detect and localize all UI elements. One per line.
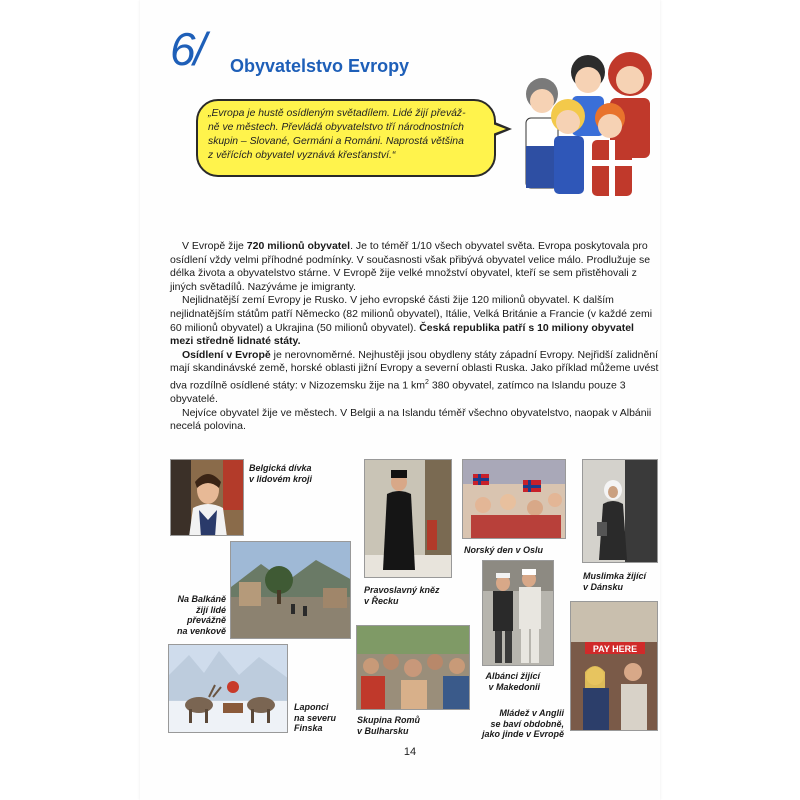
caption-line: Laponci bbox=[294, 702, 329, 712]
caption-line: v lidovém kroji bbox=[249, 473, 313, 484]
body-text bbox=[170, 240, 660, 434]
bubble-line: ně ve městech. Převládá obyvatelstvo tří národnostních bbox=[208, 122, 464, 133]
caption-line: se baví obdobně, bbox=[490, 718, 564, 729]
bubble-line: z věřících obyvatel vyznává křesťanství.“ bbox=[208, 150, 396, 161]
caption-priest bbox=[364, 585, 440, 606]
photo-orthodox-priest bbox=[364, 459, 452, 578]
caption-line: Skupina Romů bbox=[357, 715, 421, 725]
chapter-number: 6/ bbox=[170, 23, 205, 75]
text-run: 380 obyvatel, zatímco na Islandu pouze 3 obyvatelé. bbox=[170, 379, 626, 406]
caption-line: Mládež v Anglii bbox=[499, 708, 564, 718]
caption-line: Norský den v Oslu bbox=[464, 545, 544, 555]
caption-balkan bbox=[168, 594, 226, 636]
photo-belgian-girl bbox=[170, 459, 244, 536]
caption-albanians bbox=[470, 671, 540, 692]
caption-line: v Řecku bbox=[364, 595, 399, 606]
text-run: . Je to téměř 1/10 všech obyvatel světa. Evropa poskytovala pro osídlení vždy velmi příhodné podmínky. V současnosti však přibývá obyvatel velice málo. Prodlužuje se délka života a obyvatelstvo stárne. V Evropě žije velké množství obyvatel, kteří se sem přistěhovali z jiných světadílů. Nazýváme je imigranty. bbox=[170, 240, 651, 293]
photo-albanians bbox=[482, 560, 554, 666]
caption-belgian-girl bbox=[249, 463, 312, 484]
text-run: Nejlidnatější zemí Evropy je Rusko. V jeho evropské části žije 120 milionů obyvatel. K dalším nejlidnatějším státům patří Německo (82 milionů obyvatel), Itálie, Velká Británie a Francie (v každé zemi 60 milionů obyvatel) a Ukrajina (50 milionů obyvatel). bbox=[170, 294, 653, 334]
caption-oslo bbox=[464, 545, 543, 556]
photo-youth-england bbox=[570, 601, 658, 731]
caption-line: v Bulharsku bbox=[357, 725, 409, 736]
text-run-bold: 720 milionů obyvatel bbox=[246, 240, 351, 252]
caption-line: převážně bbox=[186, 615, 226, 625]
text-run-bold: Osídlení v Evropě bbox=[182, 348, 271, 361]
caption-line: žijí lidé bbox=[195, 604, 226, 615]
paragraph-population bbox=[170, 240, 660, 294]
caption-line: Finska bbox=[294, 723, 323, 733]
caption-youth bbox=[478, 708, 564, 740]
text-run: V Evropě žije bbox=[182, 240, 247, 252]
photo-balkan-village bbox=[230, 541, 351, 639]
caption-line: na severu bbox=[294, 712, 337, 723]
bubble-line: „Evropa je hustě osídleným světadílem. Lidé žijí převáž- bbox=[208, 108, 466, 119]
caption-lapps bbox=[294, 702, 336, 734]
caption-line: Pravoslavný kněz bbox=[364, 585, 440, 595]
caption-muslim bbox=[583, 571, 646, 592]
photo-lapps-reindeer bbox=[168, 644, 288, 733]
bubble-line: skupin – Slované, Germáni a Románi. Naprostá většina bbox=[208, 136, 464, 147]
caption-line: Muslimka žijící bbox=[583, 571, 647, 581]
caption-line: v Dánsku bbox=[583, 581, 624, 592]
photo-roma-group bbox=[356, 625, 470, 710]
paragraph-settlement bbox=[170, 349, 660, 407]
caption-roma bbox=[357, 715, 420, 736]
caption-line: Na Balkáně bbox=[177, 594, 226, 604]
paragraph-largest-countries bbox=[170, 294, 660, 348]
text-run-bold: Česká republika patří s 10 miliony obyvatel mezi středně lidnaté státy. bbox=[170, 321, 634, 348]
chapter-title: Obyvatelstvo Evropy bbox=[230, 56, 410, 76]
caption-line: jako jinde v Evropě bbox=[481, 729, 564, 739]
caption-line: Belgická dívka bbox=[249, 463, 312, 473]
caption-line: na venkově bbox=[176, 625, 226, 636]
photo-muslim-woman bbox=[582, 459, 658, 563]
caption-line: v Makedonii bbox=[488, 681, 540, 692]
bubble-tail-fill bbox=[490, 123, 506, 135]
cartoon-children-group-icon bbox=[518, 36, 658, 202]
caption-line: Albánci žijící bbox=[485, 671, 540, 681]
photo-norway-day bbox=[462, 459, 566, 539]
paragraph-cities: Nejvíce obyvatel žije ve městech. V Belgii a na Islandu téměř všechno obyvatelstvo, naopak v Albánii necelá polovina. bbox=[170, 406, 652, 433]
shop-sign: PAY HERE bbox=[592, 644, 638, 654]
text-run: je nerovnoměrné. Nejhustěji jsou obydleny státy západní Evropy. Nejřidší zalidnění mají skandinávské země, horské oblasti jižní Evropy a severní oblasti Ruska. Jako příklad můžeme uvést dva rozdílně osídlené státy: v Nizozemsku žije na 1 km bbox=[170, 348, 659, 392]
superscript: 2 bbox=[425, 378, 429, 386]
speech-bubble bbox=[196, 99, 496, 177]
page-number: 14 bbox=[403, 746, 417, 758]
